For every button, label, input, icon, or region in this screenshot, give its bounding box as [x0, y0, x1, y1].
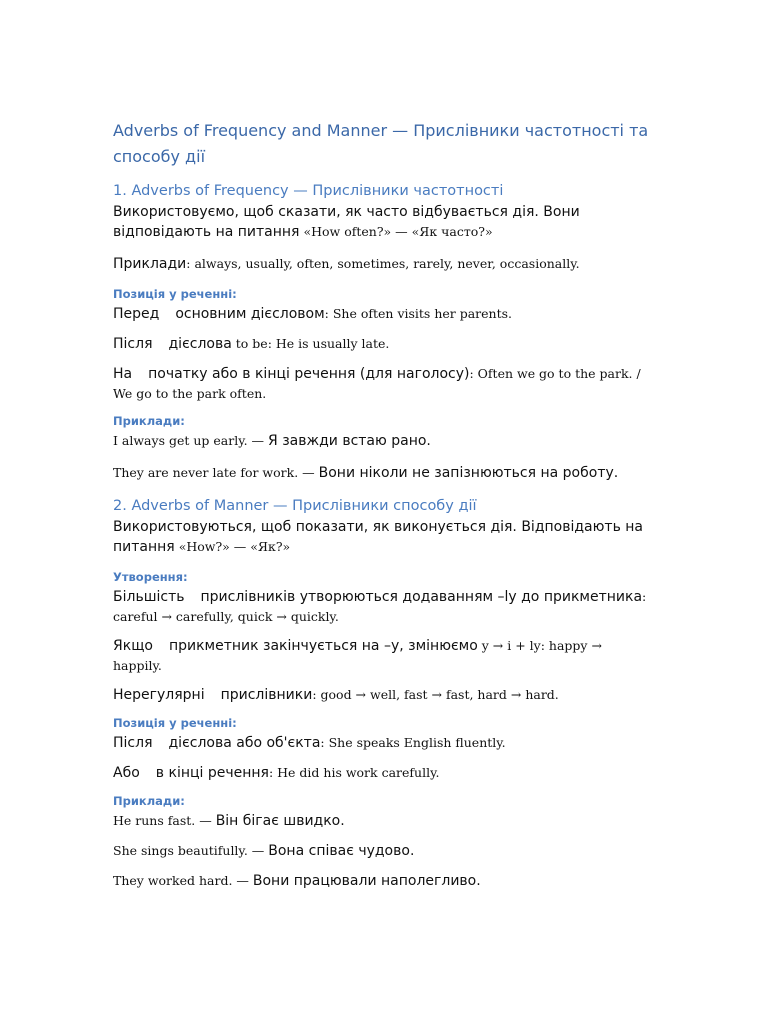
list-example: : careful → carefully, quick → quickly.: [113, 589, 647, 624]
list-marker: П: [113, 306, 124, 322]
section1-example: [113, 463, 653, 483]
section2-examples-heading: Приклади:: [113, 794, 185, 808]
example-en: They worked hard. —: [113, 873, 253, 888]
example-en: He runs fast. —: [113, 813, 216, 828]
list-marker: Я: [113, 638, 123, 654]
section1-position-heading: Позиція у реченні:: [113, 287, 237, 301]
list-phrase: дієслова або об'єкта: [168, 735, 321, 751]
list-example: : good → well, fast → fast, hard → hard.: [312, 687, 559, 702]
section1-position-item: [113, 364, 653, 403]
section1-heading: 1. Adverbs of Frequency — Прислівники частотності: [113, 183, 504, 199]
list-phrase: основним дієсловом: [175, 306, 325, 322]
list-phrase: дієслова: [168, 336, 232, 352]
list-word: кщо: [122, 638, 153, 654]
section2-formation-heading: Утворення:: [113, 570, 188, 584]
section1-position-item: [113, 304, 653, 324]
section2-formation-item: [113, 685, 653, 705]
list-phrase: прислівників утворюються додаванням –ly до прикметника: [200, 589, 643, 605]
section1-examples-label: Приклади: [113, 256, 187, 272]
list-example: : She speaks English fluently.: [320, 735, 506, 750]
list-marker: П: [113, 735, 124, 751]
list-phrase: прикметник закінчується на –y, змінюємо: [168, 638, 478, 654]
section2-example: [113, 871, 653, 891]
example-en: I always get up early. —: [113, 433, 269, 448]
list-example: y → i + ly: happy → happily.: [113, 638, 602, 673]
section2-example: [113, 841, 653, 861]
section2-position-item: [113, 763, 653, 783]
list-example: to be: He is usually late.: [231, 336, 390, 351]
list-word: а: [123, 366, 133, 382]
example-en: She sings beautifully. —: [113, 843, 269, 858]
list-word: ісля: [123, 336, 153, 352]
document-page: [113, 118, 653, 901]
list-marker: П: [113, 336, 124, 352]
section1-position-item: [113, 334, 653, 354]
list-marker: А: [113, 765, 123, 781]
list-phrase: в кінці речення: [155, 765, 269, 781]
section2-intro-ua: Використовуються, щоб показати, як виконується дія. Відповідають на питання: [113, 519, 643, 555]
list-word: еред: [123, 306, 160, 322]
list-word: бо: [122, 765, 140, 781]
list-marker: Н: [113, 687, 124, 703]
section1-examples-line: [113, 254, 653, 274]
section2-example: [113, 811, 653, 831]
section2-position-heading: Позиція у реченні:: [113, 716, 237, 730]
list-marker: Н: [113, 366, 124, 382]
example-ua: Вони працювали наполегливо.: [252, 873, 481, 889]
list-example: : He did his work carefully.: [268, 765, 440, 780]
list-word: ісля: [123, 735, 153, 751]
section1-intro-en: «How often?» — «Як часто?»: [299, 224, 493, 239]
section2-formation-item: [113, 587, 653, 626]
example-ua: Він бігає швидко.: [215, 813, 345, 829]
section2-intro: [113, 517, 653, 557]
document-title: Adverbs of Frequency and Manner — Прислівники частотності та способу дії: [113, 121, 649, 166]
section2-heading: 2. Adverbs of Manner — Прислівники способу дії: [113, 498, 477, 514]
section2-formation-item: [113, 636, 653, 675]
section1-example: [113, 431, 653, 451]
list-word: ільшість: [122, 589, 185, 605]
section1-intro-ua: Використовуємо, щоб сказати, як часто відбувається дія. Вони відповідають на питання: [113, 204, 580, 240]
list-phrase: початку або в кінці речення (для наголосу): [148, 366, 470, 382]
section1-intro: [113, 202, 653, 242]
section1-examples-heading: Приклади:: [113, 414, 185, 428]
list-word: ерегулярні: [123, 687, 205, 703]
example-ua: Я завжди встаю рано.: [268, 433, 431, 449]
list-phrase: прислівники: [220, 687, 313, 703]
example-ua: Вона співає чудово.: [268, 843, 415, 859]
example-en: They are never late for work. —: [113, 465, 319, 480]
list-example: : She often visits her parents.: [324, 306, 513, 321]
section2-position-item: [113, 733, 653, 753]
list-marker: Б: [113, 589, 123, 605]
section1-examples-text: : always, usually, often, sometimes, rarely, never, occasionally.: [186, 256, 580, 271]
example-ua: Вони ніколи не запізнюються на роботу.: [318, 465, 619, 481]
list-example: : Often we go to the park. / We go to the park often.: [113, 366, 641, 401]
section2-intro-en: «How?» — «Як?»: [174, 539, 291, 554]
